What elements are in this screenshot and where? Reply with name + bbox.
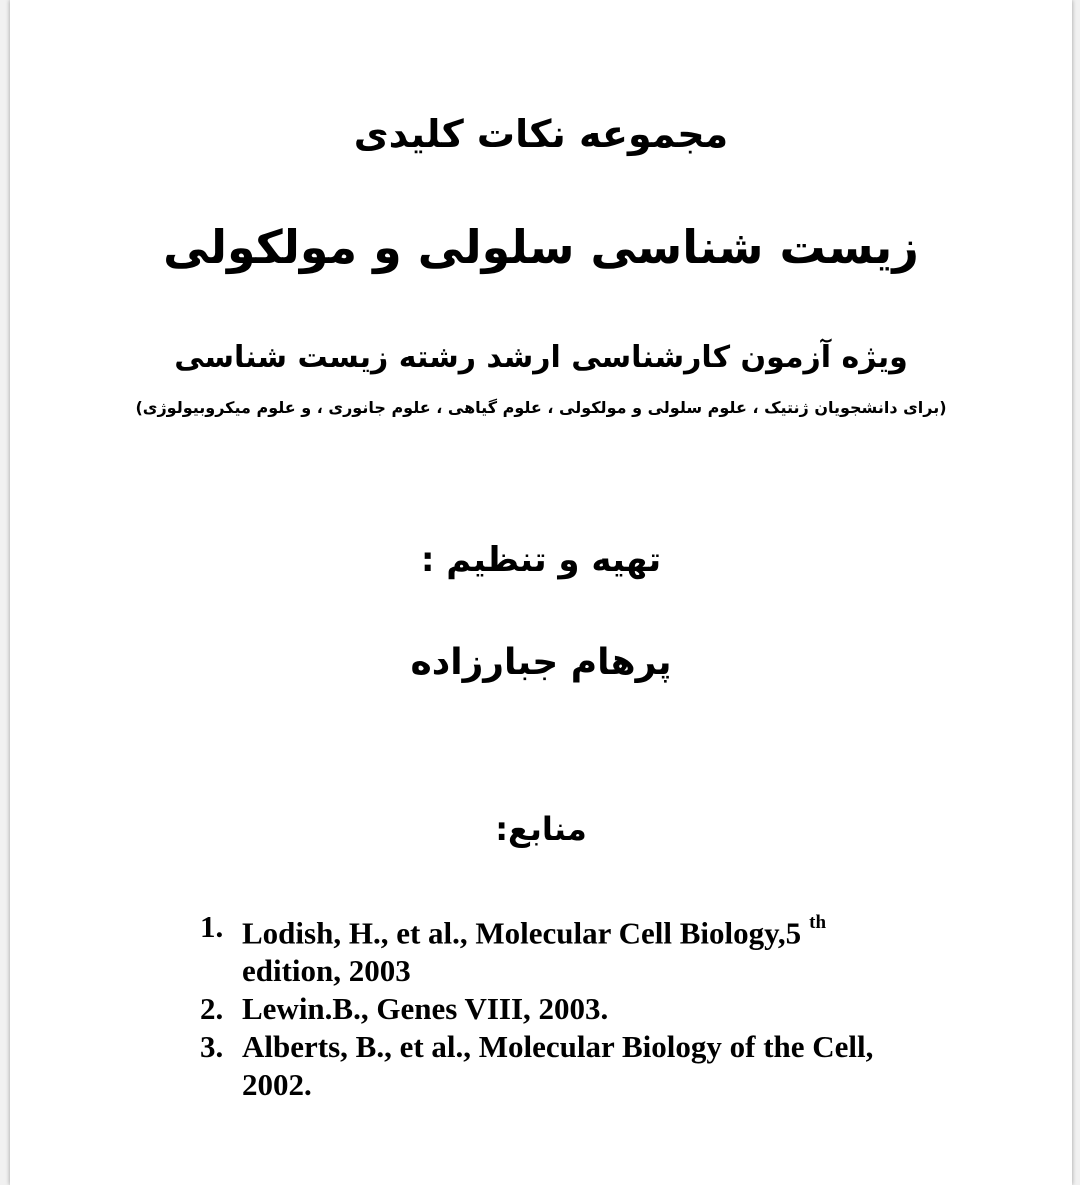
reference-item	[200, 990, 920, 1028]
reference-text: Lodish, H., et al., Molecular Cell Biology,5	[242, 915, 802, 951]
reference-number: 2.	[200, 991, 224, 1027]
collection-title: مجموعه نکات کلیدی	[353, 112, 729, 156]
reference-number: 3.	[200, 1029, 224, 1065]
reference-number: 1.	[200, 909, 224, 944]
exam-subtitle: ویژه آزمون کارشناسی ارشد رشته زیست شناسی	[174, 340, 908, 375]
document-page	[10, 0, 1072, 1185]
reference-list	[200, 908, 920, 1104]
reference-text-continued: edition, 2003	[242, 953, 411, 989]
reference-superscript: th	[809, 912, 827, 933]
main-title: زیست شناسی سلولی و مولکولی	[163, 220, 919, 274]
audience-note: (برای دانشجویان ژنتیک ، علوم سلولی و مولکولی ، علوم گیاهی ، علوم جانوری ، و علوم میکروبیولوژی)	[135, 398, 947, 417]
prepared-by-label: تهیه و تنظیم :	[420, 540, 662, 580]
reference-text: Alberts, B., et al., Molecular Biology of the Cell,	[242, 1029, 874, 1065]
reference-text-continued: 2002.	[242, 1067, 312, 1103]
sources-heading: منابع:	[495, 810, 587, 848]
reference-item	[200, 908, 920, 990]
author-name: پرهام جبارزاده	[410, 642, 672, 683]
reference-item	[200, 1028, 920, 1104]
reference-text: Lewin.B., Genes VIII, 2003.	[242, 991, 609, 1027]
